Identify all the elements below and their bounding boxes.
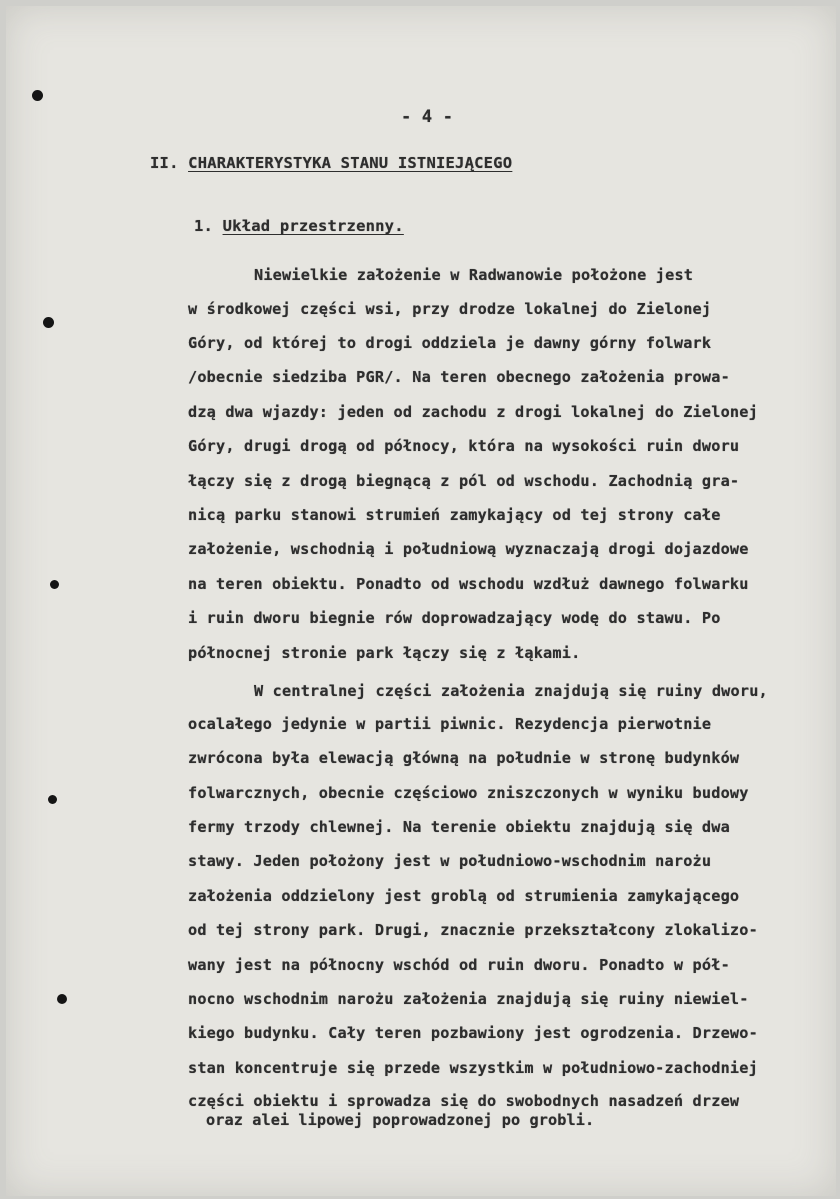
text-line: Niewielkie założenie w Radwanowie położone jest [254, 266, 694, 284]
text-line: od tej strony park. Drugi, znacznie przekształcony zlokalizo- [188, 921, 758, 939]
text-line: Góry, drugi drogą od północy, która na wysokości ruin dworu [188, 437, 740, 455]
text-line: i ruin dworu biegnie rów doprowadzający wodę do stawu. Po [188, 609, 721, 627]
text-line: kiego budynku. Cały teren pozbawiony jest ogrodzenia. Drzewo- [188, 1024, 758, 1042]
text-line: założenia oddzielony jest groblą od strumienia zamykającego [188, 887, 740, 905]
text-line: dzą dwa wjazdy: jeden od zachodu z drogi lokalnej do Zielonej [188, 403, 758, 421]
punch-hole-mark [43, 317, 54, 328]
text-line: oraz alei lipowej poprowadzonej po grobli. [206, 1111, 595, 1129]
text-line: Góry, od której to drogi oddziela je dawny górny folwark [188, 334, 712, 352]
text-line: łączy się z drogą biegnącą z pól od wschodu. Zachodnią gra- [188, 472, 740, 490]
text-line: części obiektu i sprowadza się do swobodnych nasadzeń drzew [188, 1092, 740, 1110]
text-line: północnej stronie park łączy się z łąkami. [188, 644, 581, 662]
section-number: II. [150, 154, 179, 172]
text-line: założenie, wschodnią i południową wyznaczają drogi dojazdowe [188, 540, 749, 558]
text-line: zwrócona była elewacją główną na południe w stronę budynków [188, 749, 740, 767]
subsection-title: Układ przestrzenny. [222, 217, 404, 235]
text-line: nocno wschodnim narożu założenia znajdują się ruiny niewiel- [188, 990, 749, 1008]
text-line: stawy. Jeden położony jest w południowo-wschodnim narożu [188, 852, 712, 870]
text-line: na teren obiektu. Ponadto od wschodu wzdłuż dawnego folwarku [188, 575, 749, 593]
text-line: W centralnej części założenia znajdują się ruiny dworu, [254, 682, 768, 700]
text-line: folwarcznych, obecnie częściowo zniszczonych w wyniku budowy [188, 784, 749, 802]
punch-hole-mark [32, 90, 43, 101]
subsection-number: 1. [194, 217, 214, 235]
document-page [6, 6, 836, 1196]
section-title: CHARAKTERYSTYKA STANU ISTNIEJĄCEGO [188, 154, 513, 172]
punch-hole-mark [57, 994, 67, 1004]
section-heading [150, 154, 512, 172]
text-line: fermy trzody chlewnej. Na terenie obiektu znajdują się dwa [188, 818, 730, 836]
text-line: w środkowej części wsi, przy drodze lokalnej do Zielonej [188, 300, 712, 318]
punch-hole-mark [50, 580, 59, 589]
text-line: /obecnie siedziba PGR/. Na teren obecnego założenia prowa- [188, 368, 730, 386]
text-line: nicą parku stanowi strumień zamykający od tej strony całe [188, 506, 721, 524]
subsection-heading [194, 217, 404, 235]
text-line: ocalałego jedynie w partii piwnic. Rezydencja pierwotnie [188, 715, 712, 733]
text-line: stan koncentruje się przede wszystkim w południowo-zachodniej [188, 1059, 758, 1077]
punch-hole-mark [48, 795, 57, 804]
text-line: wany jest na północny wschód od ruin dworu. Ponadto w pół- [188, 956, 730, 974]
page-number: - 4 - [401, 107, 454, 127]
